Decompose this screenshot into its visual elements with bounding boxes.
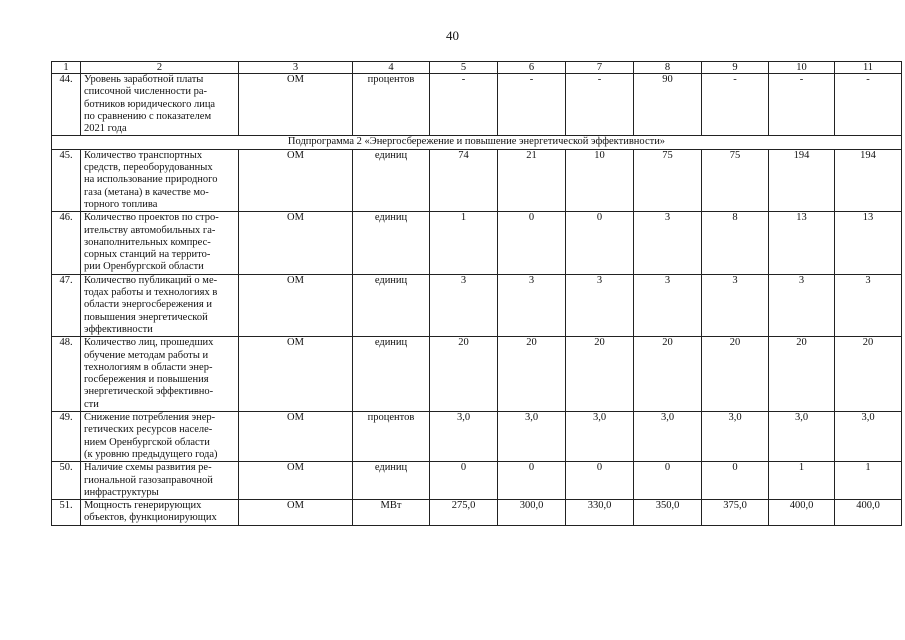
indicator-name-line: нием Оренбургской области (84, 436, 210, 448)
value-cell: 20 (702, 337, 769, 412)
value-cell: 0 (430, 462, 498, 500)
value-cell: 3 (769, 274, 835, 336)
indicator-name (81, 274, 239, 336)
indicator-name-line: сорных станций на террито- (84, 249, 211, 261)
unit: единиц (353, 149, 430, 211)
indicator-name (81, 212, 239, 274)
indicator-name-line: на использование природного (84, 174, 218, 186)
value-cell: 3 (634, 212, 702, 274)
indicator-name-line: Наличие схемы развития ре- (84, 462, 212, 474)
indicator-name-line: повышения энергетической (84, 311, 208, 323)
value-cell: 3 (634, 274, 702, 336)
indicator-name-line: сти (84, 398, 99, 410)
value-cell: 3 (702, 274, 769, 336)
value-cell: 0 (702, 462, 769, 500)
indicator-name-line: газа (метана) в качестве мо- (84, 186, 209, 198)
row-number: 48. (52, 337, 81, 412)
indicators-table (51, 61, 902, 526)
header-cell: 5 (430, 62, 498, 74)
indicator-name (81, 462, 239, 500)
indicator-name (81, 337, 239, 412)
table-row (52, 274, 902, 336)
value-cell: 300,0 (498, 500, 566, 526)
value-cell: 400,0 (835, 500, 902, 526)
value-cell: 0 (498, 212, 566, 274)
indicator-type: ОМ (239, 274, 353, 336)
header-cell: 6 (498, 62, 566, 74)
indicator-name-line: ительству автомобильных га- (84, 224, 216, 236)
row-number: 44. (52, 74, 81, 136)
header-cell: 3 (239, 62, 353, 74)
page-number: 40 (446, 28, 459, 43)
indicator-name-line: рии Оренбургской области (84, 261, 204, 273)
indicator-type: ОМ (239, 337, 353, 412)
value-cell: 3,0 (634, 412, 702, 462)
value-cell: 0 (566, 212, 634, 274)
value-cell: - (702, 74, 769, 136)
indicator-name (81, 412, 239, 462)
indicator-name-line: тодах работы и технологиях в (84, 287, 218, 299)
value-cell: 400,0 (769, 500, 835, 526)
indicator-name-line: ботников юридического лица (84, 98, 216, 110)
subprogram-row (52, 136, 902, 149)
unit: единиц (353, 274, 430, 336)
header-cell: 11 (835, 62, 902, 74)
value-cell: 3 (430, 274, 498, 336)
value-cell: 0 (634, 462, 702, 500)
value-cell: 1 (835, 462, 902, 500)
value-cell: 20 (835, 337, 902, 412)
value-cell: 3,0 (835, 412, 902, 462)
value-cell: 20 (566, 337, 634, 412)
value-cell: 1 (769, 462, 835, 500)
indicator-name (81, 149, 239, 211)
header-cell: 10 (769, 62, 835, 74)
indicator-name-line: Снижение потребления энер- (84, 412, 216, 424)
indicator-name-line: гиональной газозаправочной (84, 474, 213, 486)
indicator-type: ОМ (239, 462, 353, 500)
header-cell: 7 (566, 62, 634, 74)
indicator-type: ОМ (239, 74, 353, 136)
header-cell: 8 (634, 62, 702, 74)
header-cell: 4 (353, 62, 430, 74)
value-cell: 8 (702, 212, 769, 274)
indicator-name-line: обучение методам работы и (84, 349, 209, 361)
value-cell: 194 (769, 149, 835, 211)
value-cell: 3,0 (566, 412, 634, 462)
header-cell: 2 (81, 62, 239, 74)
value-cell: 0 (498, 462, 566, 500)
indicator-name-line: средств, переоборудованных (84, 162, 213, 174)
indicator-name-line: объектов, функционирующих (84, 512, 217, 524)
value-cell: - (430, 74, 498, 136)
indicator-type: ОМ (239, 149, 353, 211)
value-cell: 330,0 (566, 500, 634, 526)
value-cell: 275,0 (430, 500, 498, 526)
indicator-type: ОМ (239, 212, 353, 274)
value-cell: 194 (835, 149, 902, 211)
value-cell: 3 (566, 274, 634, 336)
row-number: 49. (52, 412, 81, 462)
value-cell: 13 (769, 212, 835, 274)
value-cell: - (566, 74, 634, 136)
value-cell: 74 (430, 149, 498, 211)
row-number: 50. (52, 462, 81, 500)
value-cell: 3,0 (769, 412, 835, 462)
value-cell: 3,0 (498, 412, 566, 462)
value-cell: 3 (498, 274, 566, 336)
indicator-name-line: инфраструктуры (84, 486, 159, 498)
unit: процентов (353, 74, 430, 136)
unit: процентов (353, 412, 430, 462)
indicator-name-line: списочной численности ра- (84, 86, 208, 98)
indicator-type: ОМ (239, 412, 353, 462)
value-cell: 350,0 (634, 500, 702, 526)
value-cell: 3,0 (430, 412, 498, 462)
indicator-name-line: зонаполнительных компрес- (84, 236, 211, 248)
value-cell: 13 (835, 212, 902, 274)
indicator-name-line: гетических ресурсов населе- (84, 424, 213, 436)
indicator-name-line: 2021 года (84, 123, 127, 135)
unit: единиц (353, 462, 430, 500)
header-cell: 9 (702, 62, 769, 74)
row-number: 51. (52, 500, 81, 526)
table-row (52, 412, 902, 462)
header-row (52, 62, 902, 74)
value-cell: 20 (498, 337, 566, 412)
subprogram-title: Подпрограмма 2 «Энергосбережение и повышение энергетической эффективности» (52, 136, 902, 149)
indicator-name-line: технологиям в области энер- (84, 361, 213, 373)
value-cell: - (835, 74, 902, 136)
value-cell: 3 (835, 274, 902, 336)
indicator-name-line: госбережения и повышения (84, 374, 209, 386)
table-row (52, 337, 902, 412)
table-row (52, 149, 902, 211)
value-cell: 375,0 (702, 500, 769, 526)
value-cell: 10 (566, 149, 634, 211)
value-cell: 3,0 (702, 412, 769, 462)
value-cell: 0 (566, 462, 634, 500)
indicator-name (81, 500, 239, 526)
row-number: 45. (52, 149, 81, 211)
indicator-type: ОМ (239, 500, 353, 526)
indicator-name-line: по сравнению с показателем (84, 110, 212, 122)
value-cell: 20 (769, 337, 835, 412)
unit: МВт (353, 500, 430, 526)
value-cell: - (769, 74, 835, 136)
value-cell: 21 (498, 149, 566, 211)
indicator-name-line: торного топлива (84, 198, 158, 210)
table-row (52, 74, 902, 136)
value-cell: - (498, 74, 566, 136)
header-cell: 1 (52, 62, 81, 74)
indicator-name-line: Количество транспортных (84, 149, 203, 161)
indicator-name-line: области энергосбережения и (84, 299, 212, 311)
value-cell: 75 (634, 149, 702, 211)
value-cell: 75 (702, 149, 769, 211)
unit: единиц (353, 337, 430, 412)
indicator-name (81, 74, 239, 136)
value-cell: 20 (634, 337, 702, 412)
value-cell: 20 (430, 337, 498, 412)
table-row (52, 462, 902, 500)
unit: единиц (353, 212, 430, 274)
indicator-name-line: (к уровню предыдущего года) (84, 448, 218, 460)
indicator-name-line: Количество публикаций о ме- (84, 274, 218, 286)
indicator-name-line: энергетической эффективно- (84, 386, 214, 398)
indicator-name-line: Мощность генерирующих (84, 500, 202, 512)
indicator-name-line: эффективности (84, 323, 153, 335)
table-row (52, 212, 902, 274)
indicator-name-line: Уровень заработной платы (84, 74, 204, 85)
indicator-name-line: Количество лиц, прошедших (84, 337, 214, 349)
table-row (52, 500, 902, 526)
indicator-name-line: Количество проектов по стро- (84, 212, 219, 224)
value-cell: 1 (430, 212, 498, 274)
value-cell: 90 (634, 74, 702, 136)
row-number: 47. (52, 274, 81, 336)
row-number: 46. (52, 212, 81, 274)
